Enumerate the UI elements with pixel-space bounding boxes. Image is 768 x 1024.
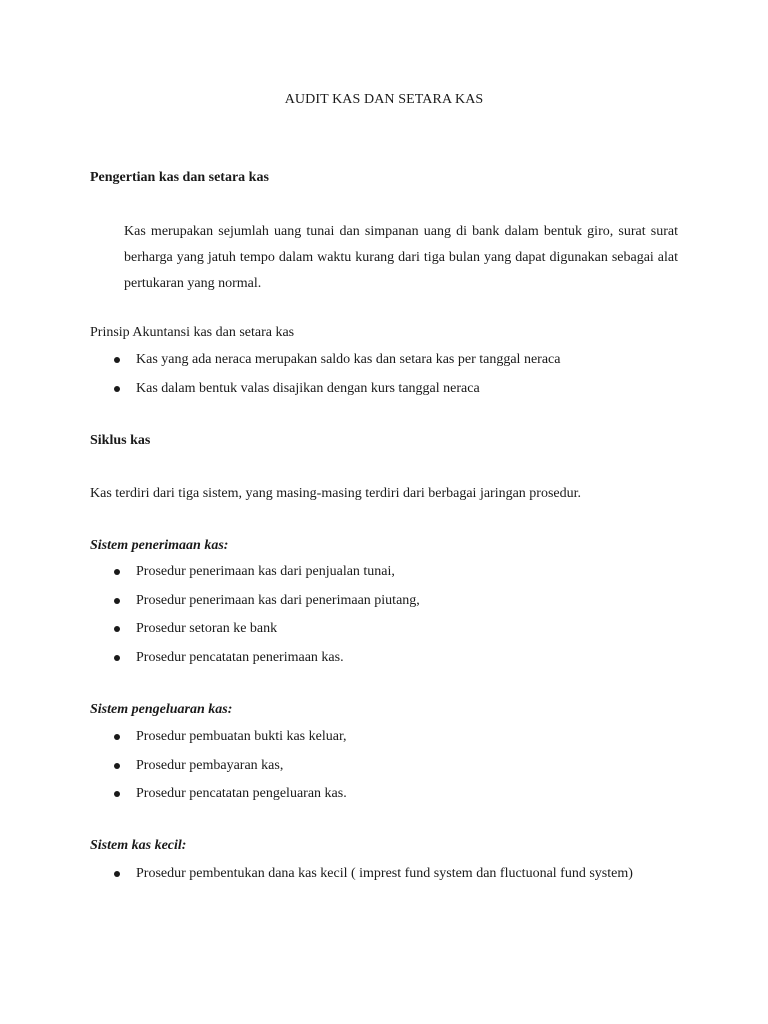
- list-item-text: Prosedur pencatatan pengeluaran kas.: [136, 786, 347, 801]
- list-item: [0, 651, 768, 680]
- list-item-text: Prosedur setoran ke bank: [136, 621, 278, 636]
- bullet-icon: [114, 598, 120, 604]
- bullet-icon: [114, 626, 120, 632]
- receipts-heading: Sistem penerimaan kas:: [90, 538, 229, 553]
- petty-cash-list: [0, 867, 768, 896]
- disbursements-list: [0, 730, 768, 816]
- bullet-icon: [114, 734, 120, 740]
- bullet-icon: [114, 655, 120, 661]
- list-item-text: Kas dalam bentuk valas disajikan dengan kurs tanggal neraca: [136, 380, 480, 396]
- definition-paragraph: Kas merupakan sejumlah uang tunai dan simpanan uang di bank dalam bentuk giro, surat surat berharga yang jatuh tempo dalam waktu kurang dari tiga bulan yang dapat digunakan sebagai alat pertukaran yang normal.: [124, 224, 678, 291]
- list-item-text: Prosedur pembentukan dana kas kecil ( imprest fund system dan fluctuonal fund system): [136, 866, 633, 881]
- list-item-text: Prosedur pembayaran kas,: [136, 757, 284, 773]
- list-item: [0, 594, 768, 623]
- cycle-heading: Siklus kas: [90, 433, 151, 448]
- list-item: [0, 730, 768, 759]
- list-item: [0, 382, 768, 411]
- list-item: [0, 353, 768, 382]
- principles-heading: Prinsip Akuntansi kas dan setara kas: [90, 325, 295, 340]
- petty-cash-heading: Sistem kas kecil:: [90, 838, 187, 853]
- list-item: [0, 759, 768, 788]
- list-item-text: Prosedur pencatatan penerimaan kas.: [136, 649, 344, 665]
- list-item: [0, 867, 768, 896]
- list-item-text: Prosedur pembuatan bukti kas keluar,: [136, 729, 347, 744]
- bullet-icon: [114, 871, 120, 877]
- list-item-text: Prosedur penerimaan kas dari penerimaan piutang,: [136, 592, 420, 608]
- bullet-icon: [114, 791, 120, 797]
- definition-heading: Pengertian kas dan setara kas: [90, 170, 269, 185]
- list-item-text: Kas yang ada neraca merupakan saldo kas dan setara kas per tanggal neraca: [136, 352, 561, 367]
- document-title: AUDIT KAS DAN SETARA KAS: [284, 92, 484, 107]
- bullet-icon: [114, 357, 120, 363]
- list-item: [0, 787, 768, 816]
- bullet-icon: [114, 763, 120, 769]
- list-item: [0, 565, 768, 594]
- cycle-intro: Kas terdiri dari tiga sistem, yang masing-masing terdiri dari berbagai jaringan prosedur.: [90, 486, 582, 501]
- bullet-icon: [114, 386, 120, 392]
- disbursements-heading: Sistem pengeluaran kas:: [90, 702, 233, 717]
- receipts-list: [0, 565, 768, 679]
- principles-list: [0, 353, 768, 410]
- bullet-icon: [114, 569, 120, 575]
- list-item-text: Prosedur penerimaan kas dari penjualan tunai,: [136, 564, 395, 579]
- list-item: [0, 622, 768, 651]
